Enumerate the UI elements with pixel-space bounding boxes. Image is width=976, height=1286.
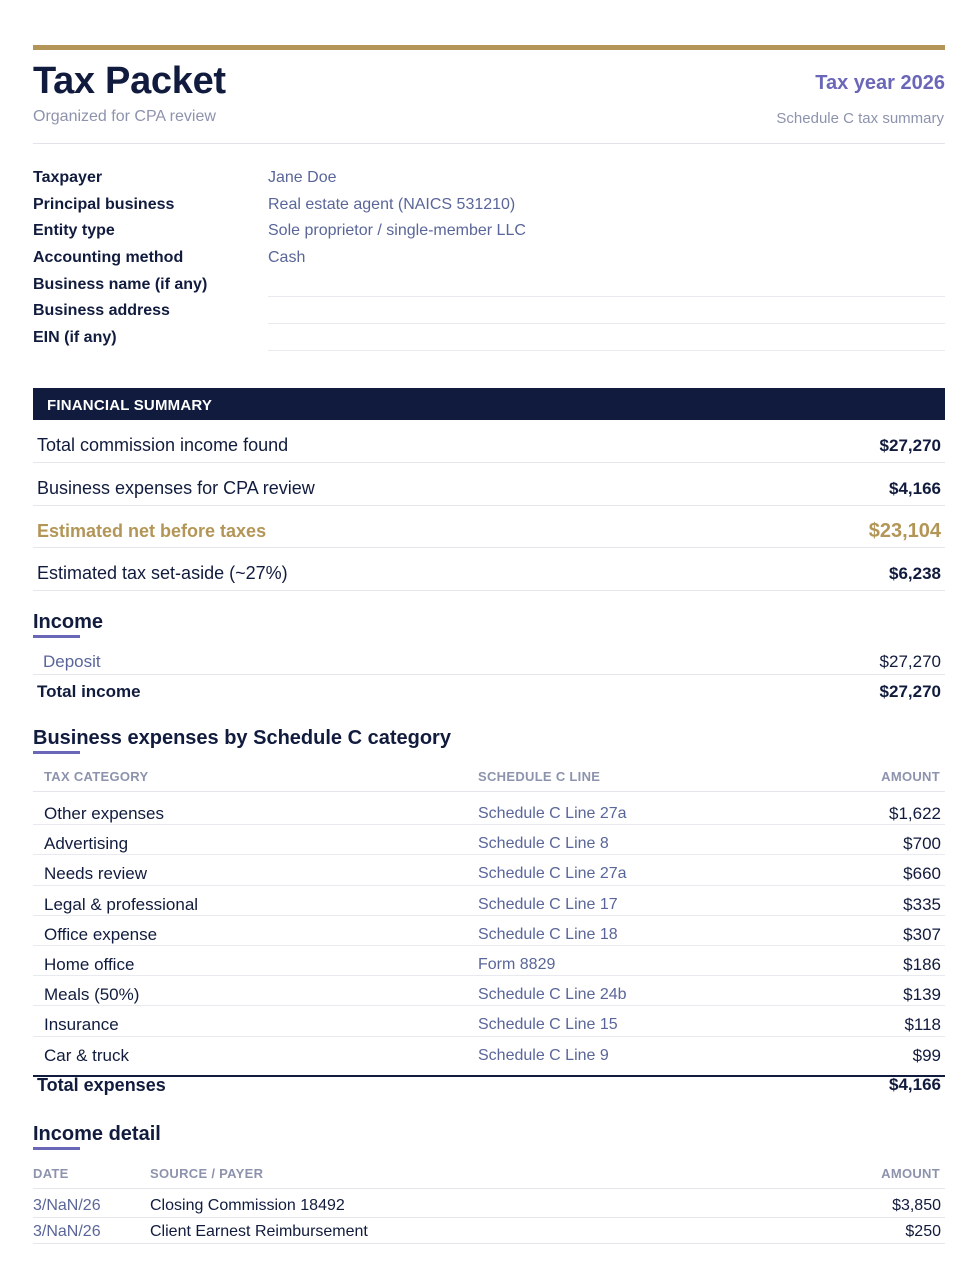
income-detail-row (33, 1192, 945, 1218)
info-row-ein (33, 324, 945, 351)
summary-value: $4,166 (889, 478, 941, 498)
info-label: Taxpayer (33, 169, 103, 186)
page-subtitle: Organized for CPA review (33, 108, 216, 125)
summary-label: Total commission income found (37, 435, 289, 455)
summary-value: $6,238 (889, 564, 941, 584)
col-header-line: SCHEDULE C LINE (478, 769, 601, 784)
taxpayer-info (33, 164, 945, 351)
expense-line: Schedule C Line 18 (478, 925, 618, 943)
expense-amount: $99 (912, 1045, 941, 1065)
col-header-amount: AMOUNT (881, 1166, 940, 1181)
page-title: Tax Packet (33, 60, 226, 102)
info-row-entity-type (33, 217, 945, 244)
tax-year: Tax year 2026 (815, 72, 945, 94)
info-value: Real estate agent (NAICS 531210) (268, 195, 516, 213)
summary-value: $27,270 (879, 436, 941, 455)
info-value: Sole proprietor / single-member LLC (268, 222, 526, 240)
financial-summary-heading (33, 388, 945, 420)
info-label: Principal business (33, 195, 175, 213)
expense-category: Car & truck (44, 1045, 130, 1065)
expenses-heading: Business expenses by Schedule C category (33, 727, 451, 749)
financial-summary (33, 420, 945, 591)
info-label: Business name (if any) (33, 275, 208, 293)
expense-row (33, 946, 945, 976)
schedule-label: Schedule C tax summary (776, 110, 944, 127)
col-header-date: DATE (33, 1166, 69, 1181)
expense-category: Other expenses (44, 804, 165, 823)
section-underline (33, 751, 80, 754)
expense-row (33, 855, 945, 885)
summary-label: Business expenses for CPA review (37, 477, 315, 498)
detail-date: 3/NaN/26 (33, 1223, 101, 1240)
expense-line: Schedule C Line 27a (478, 805, 627, 822)
info-row-principal-business (33, 191, 945, 218)
expense-category: Needs review (44, 864, 147, 884)
income-detail-row (33, 1218, 945, 1244)
header-divider (33, 1188, 945, 1189)
expense-amount: $660 (903, 864, 941, 884)
info-row-taxpayer (33, 164, 945, 191)
blank-line (268, 350, 945, 351)
section-underline (33, 635, 80, 638)
summary-row (33, 463, 945, 506)
expenses-total-value: $4,166 (889, 1075, 941, 1094)
summary-label: Estimated tax set-aside (~27%) (37, 563, 288, 584)
summary-row-net (33, 506, 945, 549)
info-label: Business address (33, 302, 170, 320)
income-total-row (33, 676, 945, 705)
packet-header (33, 58, 945, 144)
expense-row (33, 1006, 945, 1036)
detail-amount: $250 (905, 1223, 941, 1240)
info-label: Entity type (33, 222, 115, 240)
income-label: Deposit (43, 652, 101, 671)
expense-row (33, 1037, 945, 1067)
expense-line: Schedule C Line 8 (478, 835, 609, 853)
info-value: Cash (268, 249, 306, 267)
expense-category: Home office (44, 955, 135, 974)
expenses-total-row (33, 1075, 945, 1097)
financial-summary-title: FINANCIAL SUMMARY (47, 397, 213, 414)
expense-category: Meals (50%) (44, 985, 140, 1005)
expense-amount: $335 (903, 894, 941, 914)
income-detail-heading: Income detail (33, 1123, 161, 1145)
expense-line: Schedule C Line 9 (478, 1046, 609, 1064)
detail-amount: $3,850 (892, 1197, 941, 1214)
header-divider (33, 791, 945, 792)
income-heading: Income (33, 611, 104, 633)
summary-row (33, 548, 945, 591)
expense-row (33, 825, 945, 855)
expense-amount: $118 (904, 1015, 941, 1035)
info-row-accounting-method (33, 244, 945, 271)
section-underline (33, 1147, 80, 1150)
expense-row (33, 916, 945, 946)
expense-line: Schedule C Line 15 (478, 1016, 618, 1034)
info-row-business-name (33, 271, 945, 298)
detail-source: Closing Commission 18492 (150, 1197, 345, 1214)
detail-date: 3/NaN/26 (33, 1197, 101, 1214)
col-header-category: TAX CATEGORY (44, 769, 149, 784)
expense-category: Office expense (44, 924, 158, 944)
income-total-value: $27,270 (879, 682, 941, 701)
col-header-source: SOURCE / PAYER (150, 1166, 264, 1181)
expense-amount: $700 (903, 834, 941, 854)
expense-category: Legal & professional (44, 894, 199, 914)
detail-source: Client Earnest Reimbursement (150, 1223, 368, 1240)
expense-line: Schedule C Line 17 (478, 895, 618, 913)
expense-amount: $1,622 (889, 804, 941, 823)
expense-row (33, 795, 945, 825)
income-total-label: Total income (37, 682, 141, 701)
info-value: Jane Doe (268, 169, 337, 186)
expense-category: Advertising (44, 834, 129, 854)
expense-line: Schedule C Line 24b (478, 986, 627, 1004)
top-accent-rule (33, 45, 945, 50)
col-header-amount: AMOUNT (881, 769, 940, 784)
info-row-business-address (33, 297, 945, 324)
expense-row (33, 886, 945, 916)
income-value: $27,270 (879, 652, 941, 671)
summary-row (33, 420, 945, 463)
summary-value: $23,104 (868, 519, 941, 542)
expense-amount: $307 (903, 924, 941, 944)
expense-category: Insurance (44, 1015, 119, 1035)
info-label: Accounting method (33, 249, 184, 267)
expense-amount: $139 (903, 985, 941, 1005)
income-row (33, 646, 945, 675)
expense-amount: $186 (903, 955, 941, 974)
expense-line: Schedule C Line 27a (478, 865, 627, 883)
expenses-total-label: Total expenses (37, 1075, 166, 1095)
summary-label: Estimated net before taxes (37, 520, 267, 541)
expense-line: Form 8829 (478, 956, 556, 973)
info-label: EIN (if any) (33, 329, 117, 347)
expense-row (33, 976, 945, 1006)
